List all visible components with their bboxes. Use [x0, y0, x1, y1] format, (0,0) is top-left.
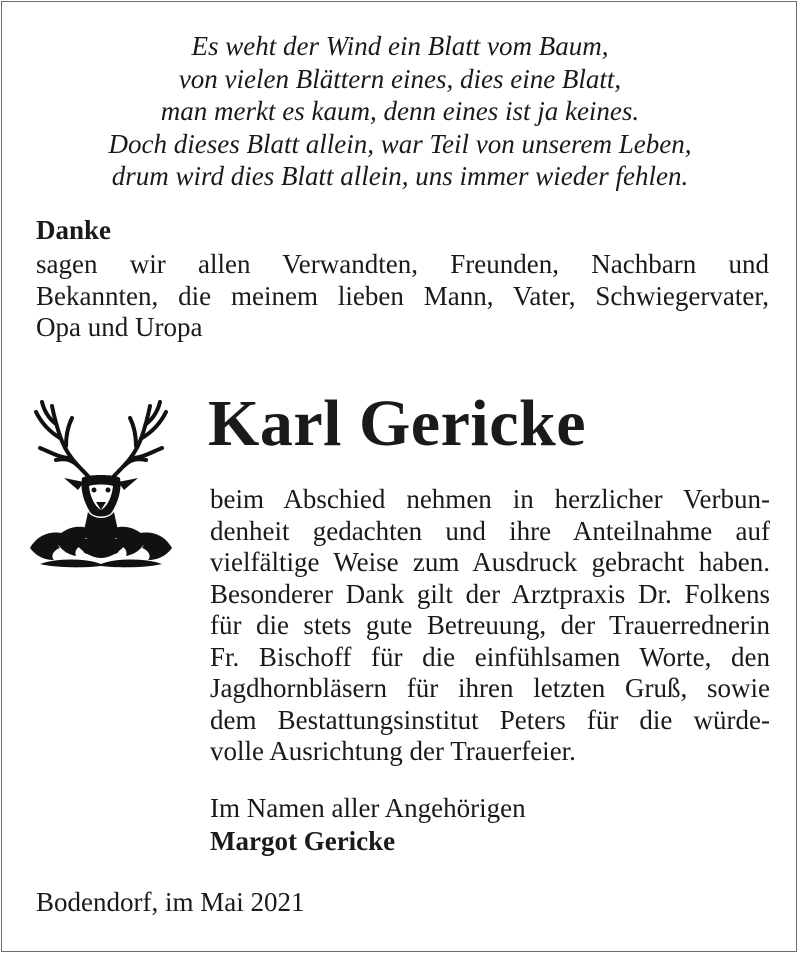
- body-line: vielfältige Weise zum Ausdruck gebracht haben.: [210, 547, 770, 577]
- body-line: für die stets gute Betreuung, der Trauerrednerin: [210, 610, 770, 640]
- intro-line: Opa und Uropa: [36, 312, 203, 342]
- deceased-name: Karl Gericke: [208, 387, 587, 460]
- poem-line: man merkt es kaum, denn eines ist ja keines.: [160, 96, 640, 126]
- body-line: Jagdhornbläsern für ihren letzten Gruß, sowie: [210, 673, 770, 703]
- thanks-intro: [36, 249, 769, 344]
- poem-line: drum wird dies Blatt allein, uns immer wieder fehlen.: [111, 161, 689, 191]
- on-behalf-text: Im Namen aller Angehörigen: [210, 793, 526, 823]
- deer-antlers-oak-leaves-icon: [26, 398, 176, 570]
- body-line: beim Abschied nehmen in herzlicher Verbun-: [210, 484, 770, 514]
- intro-line: Bekannten, die meinem lieben Mann, Vater, Schwiegervater,: [36, 280, 769, 311]
- body-line: dem Bestattungsinstitut Peters für die würde-: [210, 704, 770, 735]
- body-line: Fr. Bischoff für die einfühlsamen Worte, den: [210, 641, 770, 672]
- intro-line: sagen wir allen Verwandten, Freunden, Nachbarn und: [36, 249, 769, 279]
- body-line: denheit gedachten und ihre Anteilnahme auf: [210, 515, 770, 546]
- poem-line: Es weht der Wind ein Blatt vom Baum,: [191, 31, 609, 61]
- thanks-body: [210, 484, 770, 768]
- body-line: Besonderer Dank gilt der Arztpraxis Dr. Folkens: [210, 578, 770, 609]
- thanks-title: Danke: [36, 215, 112, 245]
- poem-line: von vielen Blättern eines, dies eine Blatt,: [178, 63, 622, 94]
- place-date: Bodendorf, im Mai 2021: [36, 887, 305, 917]
- poem-line: Doch dieses Blatt allein, war Teil von unserem Leben,: [108, 128, 692, 159]
- poem: [0, 30, 800, 193]
- signature-name: Margot Gericke: [210, 826, 396, 856]
- body-line: volle Ausrichtung der Trauerfeier.: [210, 736, 576, 766]
